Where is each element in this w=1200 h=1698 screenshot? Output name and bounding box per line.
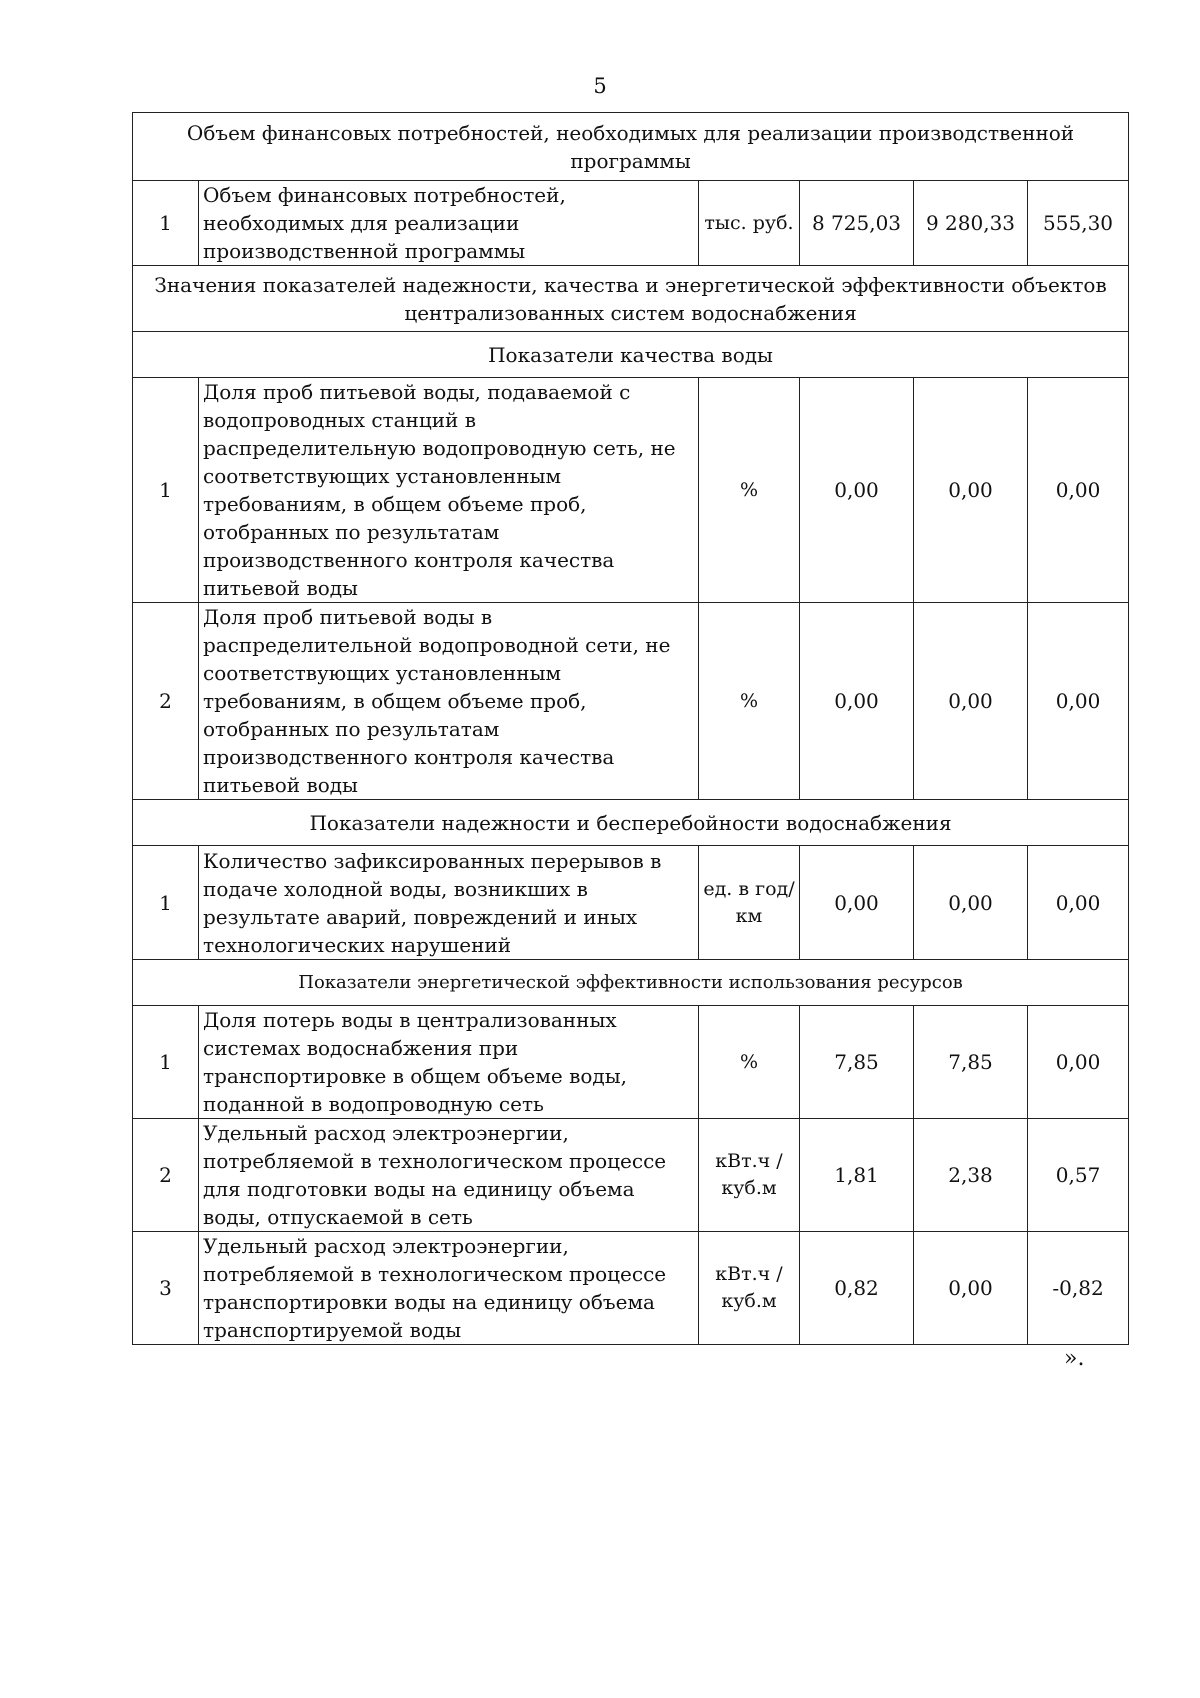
row-number: 3 <box>133 1232 199 1345</box>
table-row <box>133 603 1129 800</box>
value-cell-1: 7,85 <box>800 1006 914 1119</box>
value-cell-2: 0,00 <box>914 1232 1028 1345</box>
indicator-description: Доля потерь воды в централизованных системах водоснабжения при транспортировке в общем объеме воды, поданной в водопроводную сеть <box>199 1006 699 1119</box>
indicator-description: Доля проб питьевой воды в распределительной водопроводной сети, не соответствующих установленным требованиям, в общем объеме проб, отобранных по результатам производственного контроля качества питьевой воды <box>199 603 699 800</box>
unit-cell: % <box>699 603 800 800</box>
value-cell-3: -0,82 <box>1028 1232 1129 1345</box>
table-row <box>133 1232 1129 1345</box>
unit-cell: % <box>699 1006 800 1119</box>
row-number: 2 <box>133 1119 199 1232</box>
value-cell-3: 0,57 <box>1028 1119 1129 1232</box>
closing-quote-mark: ». <box>1064 1346 1085 1371</box>
row-number: 1 <box>133 378 199 603</box>
section-header-row <box>133 266 1129 332</box>
section-title-indicators: Значения показателей надежности, качества и энергетической эффективности объектов централизованных систем водоснабжения <box>133 266 1129 332</box>
section-title-reliability: Показатели надежности и бесперебойности водоснабжения <box>133 800 1129 846</box>
unit-cell: кВт.ч / куб.м <box>699 1232 800 1345</box>
value-cell-1: 0,82 <box>800 1232 914 1345</box>
value-cell-2: 0,00 <box>914 378 1028 603</box>
row-number: 1 <box>133 846 199 960</box>
table-row <box>133 378 1129 603</box>
value-cell-2: 0,00 <box>914 603 1028 800</box>
value-cell-1: 1,81 <box>800 1119 914 1232</box>
value-cell-2: 9 280,33 <box>914 181 1028 266</box>
section-title-water-quality: Показатели качества воды <box>133 332 1129 378</box>
indicators-table <box>132 112 1129 1345</box>
unit-cell: ед. в год/ км <box>699 846 800 960</box>
value-cell-1: 0,00 <box>800 846 914 960</box>
value-cell-2: 7,85 <box>914 1006 1028 1119</box>
table-row <box>133 181 1129 266</box>
row-number: 2 <box>133 603 199 800</box>
value-cell-1: 0,00 <box>800 378 914 603</box>
unit-cell: тыс. руб. <box>699 181 800 266</box>
section-header-row <box>133 960 1129 1006</box>
indicator-description: Удельный расход электроэнергии, потребляемой в технологическом процессе транспортировки воды на единицу объема транспортируемой воды <box>199 1232 699 1345</box>
row-number: 1 <box>133 1006 199 1119</box>
value-cell-2: 0,00 <box>914 846 1028 960</box>
row-number: 1 <box>133 181 199 266</box>
unit-cell: кВт.ч / куб.м <box>699 1119 800 1232</box>
indicator-description: Объем финансовых потребностей, необходимых для реализации производственной программы <box>199 181 699 266</box>
unit-cell: % <box>699 378 800 603</box>
section-header-row <box>133 113 1129 181</box>
table-row <box>133 1119 1129 1232</box>
page-number: 5 <box>593 74 607 98</box>
section-header-row <box>133 332 1129 378</box>
value-cell-3: 0,00 <box>1028 378 1129 603</box>
value-cell-3: 0,00 <box>1028 846 1129 960</box>
value-cell-2: 2,38 <box>914 1119 1028 1232</box>
value-cell-3: 0,00 <box>1028 1006 1129 1119</box>
section-title-energy-efficiency: Показатели энергетической эффективности использования ресурсов <box>133 960 1129 1006</box>
value-cell-3: 555,30 <box>1028 181 1129 266</box>
table-row <box>133 1006 1129 1119</box>
indicator-description: Количество зафиксированных перерывов в подаче холодной воды, возникших в результате аварий, повреждений и иных технологических нарушений <box>199 846 699 960</box>
value-cell-1: 0,00 <box>800 603 914 800</box>
value-cell-3: 0,00 <box>1028 603 1129 800</box>
indicator-description: Удельный расход электроэнергии, потребляемой в технологическом процессе для подготовки воды на единицу объема воды, отпускаемой в сеть <box>199 1119 699 1232</box>
section-title-financial: Объем финансовых потребностей, необходимых для реализации производственной программы <box>133 113 1129 181</box>
value-cell-1: 8 725,03 <box>800 181 914 266</box>
indicator-description: Доля проб питьевой воды, подаваемой с водопроводных станций в распределительную водопроводную сеть, не соответствующих установленным требованиям, в общем объеме проб, отобранных по результатам производственного контроля качества питьевой воды <box>199 378 699 603</box>
table-row <box>133 846 1129 960</box>
section-header-row <box>133 800 1129 846</box>
